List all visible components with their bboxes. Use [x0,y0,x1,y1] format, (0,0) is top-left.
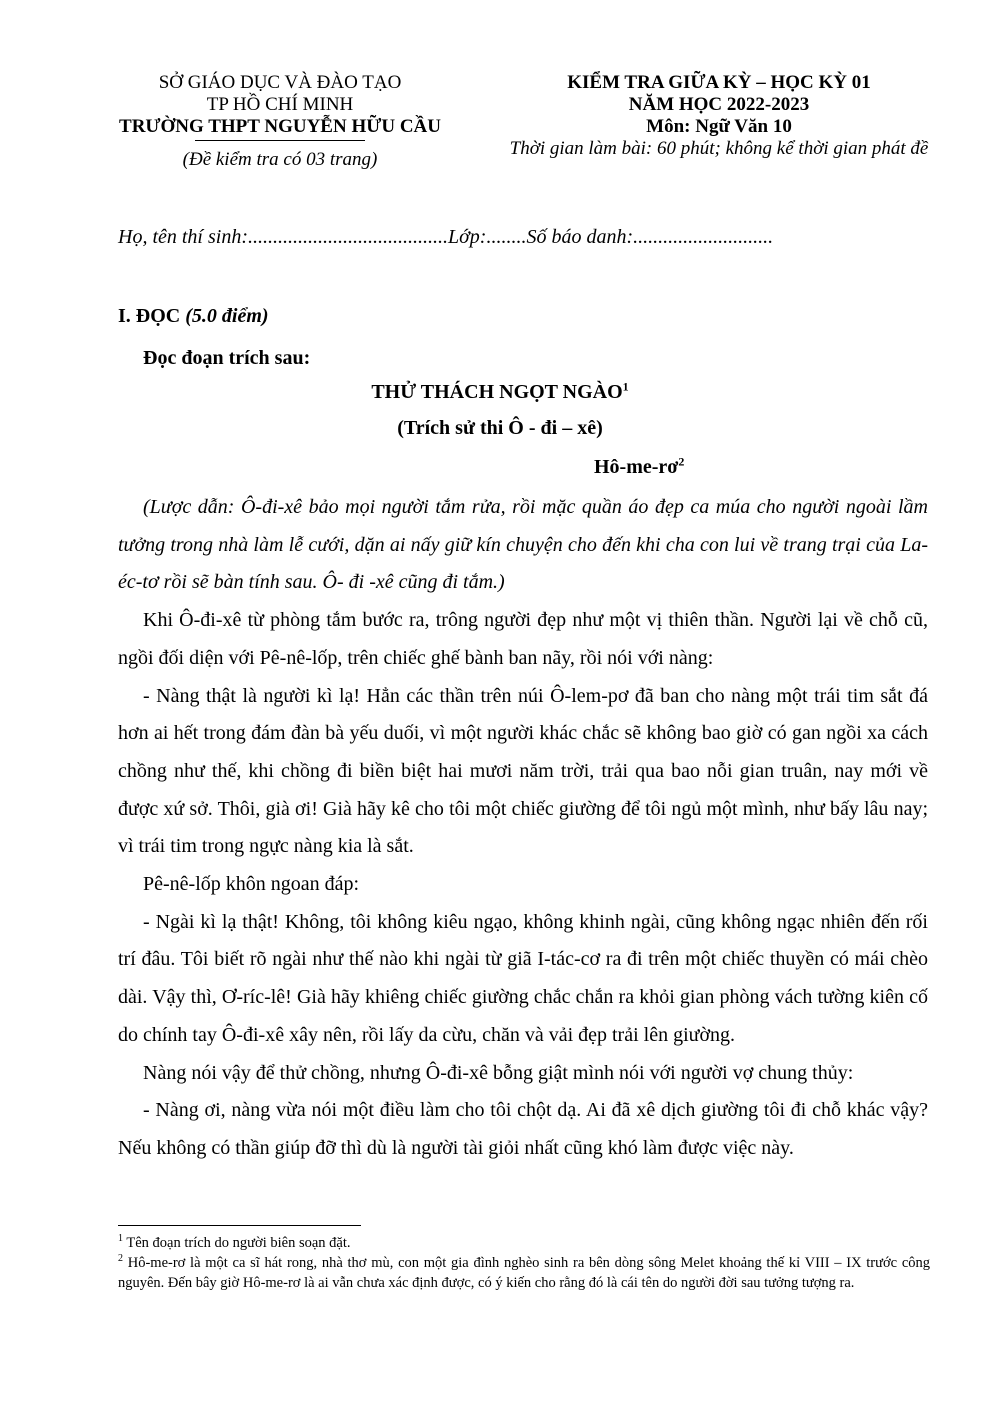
footnote-divider [118,1225,361,1226]
footnote-text: Tên đoạn trích do người biên soạn đặt. [126,1235,351,1251]
excerpt-subtitle: (Trích sử thi Ô - đi – xê) [397,417,603,439]
city-name: TP HỒ CHÍ MINH [206,94,354,115]
section-heading [118,305,269,328]
page-count-note: (Đề kiểm tra có 03 trang) [182,149,378,170]
excerpt-body [118,489,928,1168]
excerpt-paragraph: Khi Ô-đi-xê từ phòng tắm bước ra, trông người đẹp như một vị thiên thần. Người lại về chỗ cũ, ngồi đối diện với Pê-nê-lốp, trên chiếc ghế bành ban nãy, rồi nói với nàng: [118,609,928,669]
candidate-info-line: Họ, tên thí sinh:........................................Lớp:........Số báo danh:............................ [118,226,774,248]
excerpt-title-text: THỬ THÁCH NGỌT NGÀO [371,381,623,403]
excerpt-title [0,381,1000,404]
reading-instruction: Đọc đoạn trích sau: [143,347,311,369]
excerpt-author [594,456,684,479]
footnote-text: Hô-me-rơ là một ca sĩ hát rong, nhà thơ mù, con một gia đình nghèo sinh ra bên dòng sông Melet khoảng thế kỉ VIII – IX trước công nguyên. Đến bây giờ Hô-me-rơ là ai vẫn chưa xác định được, có ý kiến cho rằng đó là cái tên do người đời sau tưởng tượng ra. [118,1255,931,1291]
excerpt-paragraph: Pê-nê-lốp khôn ngoan đáp: [143,873,360,896]
school-underline [195,140,365,141]
section-points: (5.0 điểm) [185,305,269,327]
section-label: I. ĐỌC [118,305,181,327]
exam-title: KIỂM TRA GIỮA KỲ – HỌC KỲ 01 [567,72,871,93]
footnote-number: 2 [118,1253,123,1265]
excerpt-paragraph: Nàng nói vậy để thử chồng, nhưng Ô-đi-xê bỗng giật mình nói với người vợ chung thủy: [143,1061,854,1084]
author-name: Hô-me-rơ [594,456,679,478]
header-right [488,72,950,160]
school-year: NĂM HỌC 2022-2023 [628,94,810,115]
subject-name: Môn: Ngữ Văn 10 [646,116,792,137]
footnote-item [118,1253,930,1293]
header-left [100,72,460,171]
footnote-ref-1: 1 [622,379,629,394]
footnote-number: 1 [118,1233,123,1245]
excerpt-paragraph: - Ngài kì lạ thật! Không, tôi không kiêu ngạo, không khinh ngài, cũng không ngạc nhiên đến rối trí đâu. Tôi biết rõ ngài như thế nào khi ngài từ giã I-tác-cơ ra đi trên một chiếc thuyền có mái chèo dài. Vậy thì, Ơ-ríc-lê! Già hãy khiêng chiếc giường chắc chắn ra khỏi gian phòng vách tường kiên cố do chính tay Ô-đi-xê xây nên, rồi lấy da cừu, chăn và vải đẹp trải lên giường. [118,910,928,1046]
time-limit: Thời gian làm bài: 60 phút; không kể thời gian phát đề [509,138,929,159]
excerpt-paragraph: - Nàng ơi, nàng vừa nói một điều làm cho tôi chột dạ. Ai đã xê dịch giường tôi đi chỗ khác vậy? Nếu không có thần giúp đỡ thì dù là người tài giỏi nhất cũng khó làm được việc này. [118,1099,928,1159]
footnotes [118,1233,930,1293]
excerpt-paragraph: - Nàng thật là người kì lạ! Hẳn các thần trên núi Ô-lem-pơ đã ban cho nàng một trái tim sắt đá hơn ai hết trong đám đàn bà yếu duối, vì một người khác chắc sẽ không bao giờ có gan ngồi xa cách chồng như thế, khi chồng đi biền biệt hai mươi năm trời, trải qua bao nỗi gian truân, nay mới về được xứ sở. Thôi, già ơi! Già hãy kê cho tôi một chiếc giường để tôi ngủ một mình, như bấy lâu nay; vì trái tim trong ngực nàng kia là sắt. [118,684,928,858]
footnote-item [118,1233,930,1253]
footnote-ref-2: 2 [678,454,685,469]
department-name: SỞ GIÁO DỤC VÀ ĐÀO TẠO [158,72,402,93]
summary-paragraph: (Lược dẫn: Ô-đi-xê bảo mọi người tắm rửa, rồi mặc quần áo đẹp ca múa cho người ngoài lầm tưởng trong nhà làm lễ cưới, dặn ai nấy giữ kín chuyện cho đến khi cha con lui về trang trại của La-éc-tơ rồi sẽ bàn tính sau. Ô- đi -xê cũng đi tắm.) [118,496,928,594]
school-name: TRƯỜNG THPT NGUYỄN HỮU CẦU [119,116,441,137]
